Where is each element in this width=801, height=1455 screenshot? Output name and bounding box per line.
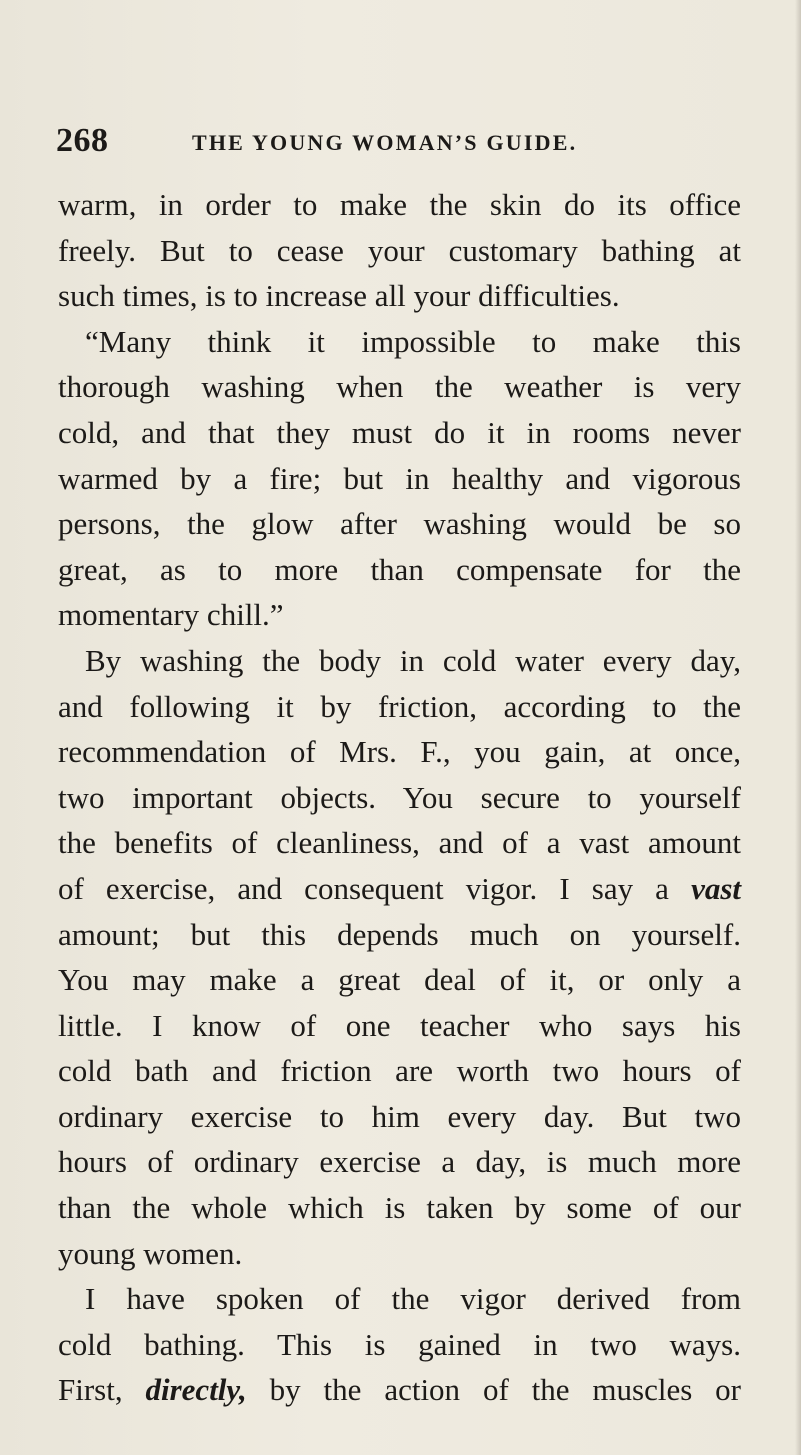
text-line: persons, the glow after washing would be so	[58, 506, 741, 542]
text-line: ordinary exercise to him every day. But two	[58, 1098, 741, 1134]
text-line: By washing the body in cold water every day,	[85, 642, 741, 678]
text-line: cold bathing. This is gained in two ways.	[58, 1326, 741, 1362]
text-segment: First,	[58, 1372, 146, 1408]
text-line: and following it by friction, according to the	[58, 688, 741, 724]
text-line: two important objects. You secure to yourself	[58, 779, 741, 815]
text-line: cold, and that they must do it in rooms never	[58, 414, 741, 450]
text-line: young women.	[58, 1235, 243, 1271]
emphasis-directly: directly,	[145, 1372, 247, 1408]
text-line: the benefits of cleanliness, and of a vast amount	[58, 825, 741, 861]
text-line: warmed by a fire; but in healthy and vigorous	[58, 460, 741, 496]
text-line: amount; but this depends much on yourself.	[58, 916, 741, 952]
text-line: such times, is to increase all your difficulties.	[58, 278, 620, 314]
text-line: freely. But to cease your customary bathing at	[58, 232, 741, 268]
text-line: “Many think it impossible to make this	[85, 323, 741, 359]
text-line: than the whole which is taken by some of our	[58, 1190, 741, 1226]
text-line	[58, 866, 741, 912]
text-segment: of exercise, and consequent vigor. I say a	[58, 870, 692, 906]
running-head: THE YOUNG WOMAN’S GUIDE.	[192, 130, 578, 155]
page-edge-shadow	[795, 0, 801, 1455]
text-line: thorough washing when the weather is very	[58, 369, 741, 405]
text-line: momentary chill.”	[58, 597, 284, 633]
page-number: 268	[56, 122, 109, 159]
text-line: warm, in order to make the skin do its office	[58, 187, 741, 222]
page-header	[56, 122, 716, 162]
text-line: I have spoken of the vigor derived from	[85, 1281, 741, 1317]
emphasis-vast: vast	[691, 870, 741, 906]
body-text	[58, 182, 741, 1413]
text-line: cold bath and friction are worth two hours of	[58, 1053, 741, 1089]
text-line: recommendation of Mrs. F., you gain, at once,	[58, 734, 741, 770]
text-line: You may make a great deal of it, or only a	[58, 962, 741, 998]
text-line: hours of ordinary exercise a day, is much more	[58, 1144, 741, 1180]
text-line: little. I know of one teacher who says his	[58, 1007, 741, 1043]
text-line	[58, 1367, 741, 1413]
text-line: great, as to more than compensate for the	[58, 551, 741, 587]
text-segment: by the action of the muscles or	[246, 1372, 741, 1408]
